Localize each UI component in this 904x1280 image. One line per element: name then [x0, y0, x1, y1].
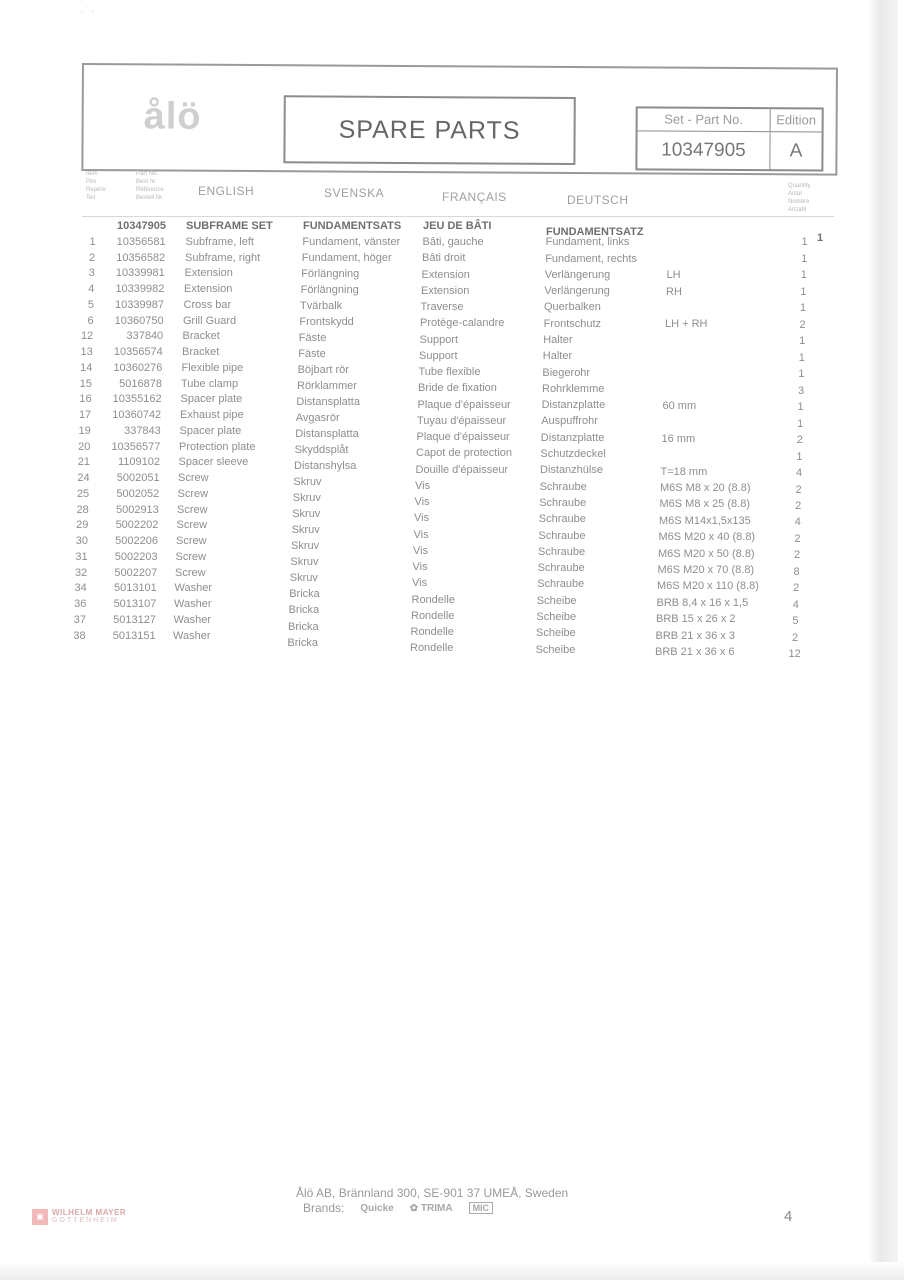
cell-deutsch: Schraube: [539, 480, 587, 493]
cell-francais: Douille d'épaisseur: [415, 463, 509, 476]
cell-qty: 2: [796, 434, 803, 447]
cell-deutsch: Schutzdeckel: [540, 448, 606, 461]
cell-english: Protection plate: [179, 440, 256, 453]
brands-label: Brands:: [303, 1201, 345, 1215]
cell-francais: Support: [419, 333, 459, 346]
cell-part-no: 5002202: [115, 519, 159, 532]
table-row: [0, 361, 904, 381]
watermark-line2: GOTTENHEIM: [52, 1217, 119, 1224]
cell-svenska: Bricka: [287, 636, 318, 649]
cell-svenska: Skruv: [292, 508, 321, 521]
table-row: [0, 377, 904, 397]
cell-part-no: 5002913: [115, 503, 159, 516]
cell-deutsch: Schraube: [537, 562, 585, 575]
cell-deutsch: Scheibe: [536, 594, 577, 607]
cell-qty: 12: [788, 648, 801, 661]
cell-svenska: Distansplatta: [296, 396, 360, 409]
cell-pos: 34: [74, 582, 87, 595]
cell-pos: 28: [76, 503, 89, 516]
cell-part-no: 337843: [124, 424, 161, 437]
brands-line: [303, 1201, 493, 1215]
cell-pos: 1: [89, 235, 96, 248]
cell-francais: Protège-calandre: [420, 317, 505, 330]
table-row: [0, 629, 904, 661]
cell-deutsch: Halter: [543, 334, 573, 347]
cell-pos: 3: [88, 267, 95, 280]
cell-svenska: Rörklammer: [297, 380, 357, 393]
cell-qty: 2: [794, 532, 801, 545]
cell-svenska: Skruv: [290, 556, 319, 569]
cell-svenska: Fäste: [298, 348, 326, 361]
cell-deutsch: Rohrklemme: [542, 382, 605, 395]
cell-pos: 13: [80, 346, 93, 358]
cell-part-no: 10356582: [116, 251, 166, 264]
cell-qty: 2: [795, 499, 802, 512]
table-row: [0, 299, 904, 315]
item-column-labels: Item Pos Repère Teil: [86, 171, 106, 201]
cell-part-no: 5002207: [114, 566, 158, 579]
cell-qty: 3: [797, 384, 805, 397]
cell-deutsch: Frontschutz: [543, 317, 602, 330]
table-row: [0, 330, 904, 346]
cell-svenska: Förlängning: [301, 268, 360, 281]
cell-svenska: Avgasrör: [295, 412, 340, 425]
cell-deutsch: Querbalken: [544, 301, 601, 314]
cell-part-no: 5013127: [113, 613, 156, 626]
cell-pos: 29: [76, 519, 89, 532]
cell-qty: 1: [799, 302, 807, 315]
cell-qty: 1: [798, 368, 805, 381]
title-box: [283, 95, 575, 165]
cell-part-no: 10355162: [112, 393, 162, 406]
page-bottom-shadow: [0, 1262, 904, 1280]
cell-pos: 32: [74, 566, 88, 579]
cell-francais: Plaque d'épaisseur: [416, 431, 510, 444]
cell-part-no: 10339981: [115, 267, 165, 280]
cell-qty: 2: [793, 582, 800, 595]
column-header: [82, 168, 842, 216]
cell-english: Screw: [176, 535, 207, 547]
table-row: [0, 236, 904, 252]
cell-francais: Vis: [415, 479, 431, 492]
table-row: [0, 267, 904, 283]
cell-deutsch: Schraube: [538, 513, 586, 526]
brand-mic: MIC: [469, 1202, 494, 1214]
cell-english: Screw: [177, 503, 208, 516]
cell-deutsch: Schraube: [538, 545, 586, 558]
cell-note: M6S M14x1,5x135: [659, 514, 751, 527]
cell-qty: 2: [791, 631, 799, 644]
cell-svenska: Skruv: [292, 492, 321, 505]
cell-pos: 14: [80, 361, 93, 374]
table-row: [0, 346, 904, 362]
column-francais: FRANÇAIS: [442, 190, 507, 204]
cell-note: M6S M20 x 50 (8.8): [658, 547, 755, 560]
cell-english: Washer: [174, 598, 212, 610]
cell-svenska: Skruv: [291, 540, 320, 553]
cell-part-no: 5013107: [113, 598, 157, 610]
cell-part-no: 10356581: [116, 235, 166, 248]
cell-deutsch: FUNDAMENTSATZ: [546, 226, 644, 238]
cell-english: Bracket: [182, 330, 220, 343]
cell-pos: 6: [87, 314, 94, 327]
cell-francais: Vis: [414, 512, 430, 525]
page-number: 4: [784, 1208, 793, 1225]
cell-qty: 1: [800, 269, 807, 282]
cell-qty: 1: [801, 252, 808, 265]
cell-svenska: Bricka: [289, 588, 320, 601]
cell-francais: Vis: [413, 544, 429, 557]
cell-note: BRB 8,4 x 16 x 1,5: [656, 596, 749, 609]
part-column-labels: Part No. Best nr. Référence Bestell Nr.: [136, 171, 164, 201]
cell-pos: 4: [88, 283, 95, 295]
cell-english: Screw: [178, 472, 209, 484]
cell-note: RH: [666, 285, 682, 298]
cell-part-no: 10360750: [114, 314, 164, 327]
cell-francais: Bride de fixation: [418, 382, 497, 395]
cell-english: SUBFRAME SET: [186, 220, 273, 232]
cell-part-no: 10339982: [115, 283, 165, 295]
cell-svenska: Skruv: [293, 476, 322, 489]
cell-qty: 1: [800, 285, 807, 298]
cell-svenska: Förlängning: [300, 284, 359, 297]
cell-part-no: 5002051: [116, 472, 160, 484]
cell-svenska: Böjbart rör: [297, 364, 349, 377]
cell-part-no: 10360742: [112, 409, 162, 421]
cell-deutsch: Distanzplatte: [540, 431, 605, 444]
page-title: SPARE PARTS: [338, 115, 521, 145]
cell-deutsch: Auspuffrohr: [541, 415, 598, 428]
cell-qty: 4: [792, 598, 799, 611]
cell-pos: 2: [89, 251, 96, 264]
brand-trima: ✿ TRIMA: [409, 1202, 453, 1214]
cell-francais: Extension: [421, 284, 470, 297]
cell-svenska: Skruv: [291, 524, 320, 537]
cell-deutsch: Schraube: [538, 529, 586, 542]
column-deutsch: DEUTSCH: [567, 193, 629, 207]
cell-qty: 2: [793, 549, 801, 562]
cell-deutsch: Verlängerung: [544, 268, 611, 281]
cell-francais: Bâti droit: [422, 252, 466, 265]
watermark-line1: WILHELM MAYER: [52, 1208, 127, 1217]
cell-english: Spacer plate: [180, 393, 243, 406]
cell-qty: 1: [797, 401, 804, 414]
cell-qty: 1: [797, 417, 804, 430]
cell-qty: 1: [798, 351, 805, 364]
cell-deutsch: Schraube: [537, 578, 585, 591]
cell-part-no: 5013101: [113, 582, 157, 595]
cell-pos: 24: [77, 472, 90, 484]
cell-note: T=18 mm: [660, 465, 708, 478]
cell-svenska: Bricka: [288, 620, 319, 633]
cell-francais: Extension: [421, 268, 470, 281]
set-part-number: 10347905: [637, 131, 770, 170]
cell-svenska: Frontskydd: [299, 316, 354, 329]
cell-deutsch: Scheibe: [536, 627, 576, 640]
cell-francais: Tuyau d'épaisseur: [417, 414, 507, 427]
cell-francais: Vis: [412, 577, 428, 590]
cell-note: LH: [666, 269, 681, 282]
cell-english: Washer: [173, 613, 211, 626]
cell-francais: Vis: [414, 496, 430, 509]
cell-francais: Capot de protection: [416, 447, 513, 460]
cell-francais: Rondelle: [411, 609, 455, 622]
cell-pos: 12: [80, 330, 94, 343]
cell-part-no: 5013151: [112, 629, 156, 642]
cell-part-no: 5002206: [115, 535, 158, 547]
set-part-label: Set - Part No.: [638, 108, 771, 131]
cell-note: M6S M20 x 70 (8.8): [657, 563, 755, 576]
cell-svenska: Fundament, vänster: [302, 236, 401, 249]
cell-note: M6S M8 x 25 (8.8): [659, 498, 750, 511]
cell-deutsch: Scheibe: [536, 610, 577, 623]
alo-logo: ålö: [143, 95, 202, 138]
cell-francais: Support: [419, 349, 458, 362]
cell-pos: 38: [73, 629, 86, 642]
table-row: [0, 393, 904, 414]
column-svenska: SVENSKA: [324, 186, 385, 200]
cell-pos: 37: [73, 613, 86, 626]
header-frame: [81, 63, 838, 176]
cell-francais: Bâti, gauche: [422, 236, 484, 249]
cell-english: Spacer sleeve: [178, 456, 249, 469]
cell-pos: 5: [87, 298, 94, 311]
cell-svenska: Distansplatta: [295, 428, 359, 441]
cell-qty: 2: [799, 318, 806, 331]
cell-english: Screw: [176, 519, 208, 532]
cell-qty: 8: [793, 565, 800, 578]
cell-english: Bracket: [182, 346, 220, 358]
cell-pos: 30: [75, 535, 88, 547]
cell-part-no: 1109102: [117, 456, 160, 469]
cell-note: M6S M8 x 20 (8.8): [660, 482, 751, 495]
cell-francais: Plaque d'épaisseur: [417, 398, 511, 411]
dealer-watermark: [32, 1208, 126, 1225]
cell-svenska: FUNDAMENTSATS: [303, 220, 402, 232]
cell-pos: 15: [79, 377, 92, 390]
cell-qty: 1: [799, 335, 806, 348]
table-row: [0, 283, 904, 299]
cell-part-no: 5016878: [119, 377, 162, 390]
cell-qty: 1: [796, 450, 803, 463]
cell-qty: 1: [816, 232, 824, 244]
cell-francais: Vis: [413, 528, 429, 541]
cell-note: LH + RH: [665, 318, 708, 331]
cell-pos: 16: [79, 393, 92, 406]
cell-note: BRB 21 x 36 x 3: [655, 629, 735, 642]
column-english: ENGLISH: [198, 184, 255, 198]
cell-svenska: Fundament, höger: [301, 252, 392, 265]
cell-english: Subframe, left: [185, 235, 254, 248]
cell-qty: 2: [795, 483, 802, 496]
cell-qty: 1: [801, 236, 808, 249]
cell-deutsch: Biegerohr: [542, 366, 591, 379]
cell-note: M6S M20 x 40 (8.8): [658, 531, 756, 544]
cell-english: Screw: [175, 550, 207, 563]
table-row: [0, 315, 904, 331]
cell-deutsch: Fundament, rechts: [545, 252, 637, 265]
cell-pos: 20: [78, 440, 91, 453]
cell-note: BRB 15 x 26 x 2: [656, 613, 736, 626]
cell-part-no: 337840: [126, 330, 164, 343]
dealer-logo-icon: ▣: [32, 1209, 48, 1225]
cell-english: Exhaust pipe: [180, 409, 244, 421]
cell-note: 60 mm: [662, 400, 697, 413]
cell-deutsch: Fundament, links: [545, 236, 630, 249]
cell-english: Washer: [174, 582, 212, 595]
cell-pos: 36: [74, 598, 87, 610]
cell-part-no: 10356574: [113, 346, 163, 358]
cell-part-no: 10347905: [117, 220, 166, 232]
cell-english: Spacer plate: [179, 424, 242, 437]
company-address: Ålö AB, Brännland 300, SE-901 37 UMEÅ, Sweden: [296, 1186, 569, 1200]
cell-qty: 4: [794, 516, 801, 529]
cell-deutsch: Schraube: [539, 496, 587, 509]
cell-francais: JEU DE BÂTI: [423, 220, 492, 232]
cell-deutsch: Verlängerung: [544, 285, 610, 298]
cell-francais: Traverse: [420, 301, 464, 314]
cell-part-no: 10360276: [113, 361, 163, 374]
cell-english: Tube clamp: [181, 377, 239, 390]
edition-label: Edition: [776, 112, 817, 128]
cell-pos: 19: [78, 424, 91, 437]
cell-qty: 4: [795, 467, 803, 480]
cell-svenska: Skruv: [289, 572, 318, 585]
cell-english: Washer: [173, 629, 211, 642]
cell-english: Subframe, right: [185, 251, 261, 264]
cell-pos: 17: [78, 409, 92, 421]
cell-english: Cross bar: [183, 298, 232, 311]
cell-part-no: 10339987: [115, 298, 164, 311]
cell-svenska: Fäste: [298, 332, 327, 345]
cell-francais: Rondelle: [410, 626, 454, 639]
edition-value: A: [789, 140, 803, 162]
cell-svenska: Tvärbalk: [300, 300, 343, 313]
brand-quicke: Quicke: [360, 1202, 394, 1214]
cell-qty: 5: [792, 615, 799, 628]
cell-svenska: Distanshylsa: [294, 460, 357, 473]
cell-english: Screw: [177, 487, 209, 500]
cell-part-no: 10356577: [111, 440, 161, 453]
cell-english: Extension: [184, 283, 233, 295]
cell-part-no: 5002203: [114, 550, 158, 563]
cell-francais: Vis: [412, 561, 428, 574]
cell-deutsch: Scheibe: [535, 643, 576, 656]
cell-francais: Rondelle: [411, 593, 455, 606]
cell-svenska: Skyddsplåt: [294, 444, 349, 457]
set-part-box: [635, 106, 823, 171]
scan-artifact: · ˙ ◦: [80, 6, 95, 16]
cell-svenska: Bricka: [288, 604, 320, 617]
cell-francais: Tube flexible: [418, 366, 481, 379]
quantity-column-labels: Quantity Antal Nombre Anzahl: [788, 183, 811, 213]
table-row: [0, 252, 904, 268]
cell-part-no: 5002052: [116, 487, 160, 500]
cell-pos: 21: [77, 456, 90, 469]
cell-note: M6S M20 x 110 (8.8): [657, 580, 759, 593]
header-divider: [82, 216, 834, 217]
cell-francais: Rondelle: [410, 642, 454, 655]
cell-english: Grill Guard: [183, 314, 237, 327]
cell-pos: 31: [75, 550, 88, 563]
cell-note: 16 mm: [661, 432, 696, 445]
cell-deutsch: Halter: [542, 350, 573, 363]
cell-note: BRB 21 x 36 x 6: [655, 645, 735, 658]
cell-deutsch: Distanzplatte: [541, 399, 606, 412]
cell-english: Flexible pipe: [181, 361, 244, 374]
cell-english: Screw: [175, 566, 206, 579]
table-row: [0, 409, 904, 430]
cell-english: Extension: [184, 267, 233, 280]
cell-deutsch: Distanzhülse: [540, 464, 603, 477]
cell-pos: 25: [76, 487, 90, 500]
